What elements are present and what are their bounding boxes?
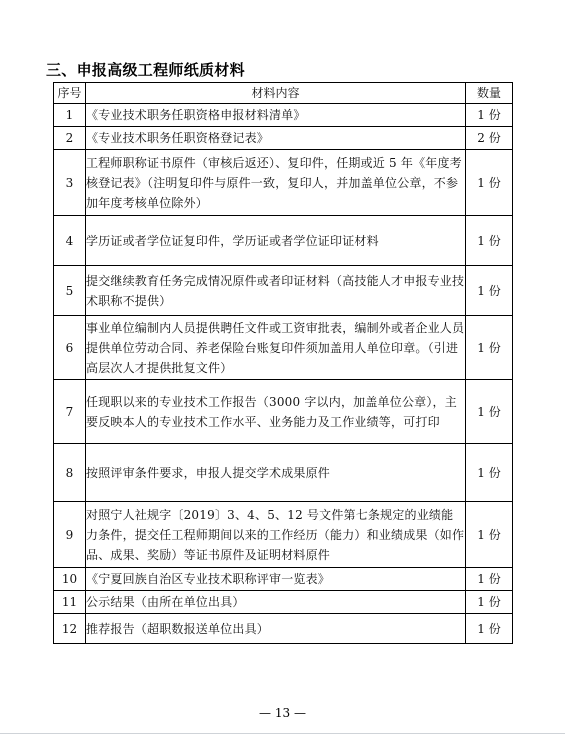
table-row: [54, 266, 513, 316]
row-index: 7: [54, 380, 86, 444]
row-content: 《宁夏回族自治区专业技术职称评审一览表》: [86, 568, 466, 591]
row-index: 10: [54, 568, 86, 591]
table-row: [54, 591, 513, 614]
row-content: 推荐报告（超职数报送单位出具）: [86, 614, 466, 644]
row-content: 公示结果（由所在单位出具）: [86, 591, 466, 614]
row-index: 11: [54, 591, 86, 614]
row-quantity: 1 份: [466, 591, 513, 614]
row-index: 4: [54, 216, 86, 266]
row-quantity: 1 份: [466, 614, 513, 644]
materials-table: [53, 82, 513, 644]
section-title: 三、申报高级工程师纸质材料: [46, 61, 245, 79]
header-index: 序号: [54, 83, 86, 104]
table-header-row: [54, 83, 513, 104]
row-quantity: 1 份: [466, 380, 513, 444]
row-quantity: 1 份: [466, 266, 513, 316]
table-row: [54, 316, 513, 380]
table-row: [54, 568, 513, 591]
row-index: 6: [54, 316, 86, 380]
row-index: 5: [54, 266, 86, 316]
table-row: [54, 104, 513, 127]
row-quantity: 1 份: [466, 216, 513, 266]
table-row: [54, 502, 513, 568]
row-content: 按照评审条件要求，申报人提交学术成果原件: [86, 444, 466, 502]
row-quantity: 1 份: [466, 316, 513, 380]
row-quantity: 1 份: [466, 444, 513, 502]
header-quantity: 数量: [466, 83, 513, 104]
row-quantity: 1 份: [466, 502, 513, 568]
table-row: [54, 127, 513, 150]
row-content: 工程师职称证书原件（审核后返还）、复印件，任期或近 5 年《年度考核登记表》（注明复印件与原件一致，复印人，并加盖单位公章，不参加年度考核单位除外）: [86, 150, 466, 216]
row-content: 对照宁人社规字〔2019〕3、4、5、12 号文件第七条规定的业绩能力条件，提交任工程师期间以来的工作经历（能力）和业绩成果（如作品、成果、奖励）等证书原件及证明材料原件: [86, 502, 466, 568]
table-row: [54, 150, 513, 216]
row-content: 《专业技术职务任职资格登记表》: [86, 127, 466, 150]
row-quantity: 1 份: [466, 568, 513, 591]
row-index: 3: [54, 150, 86, 216]
row-index: 1: [54, 104, 86, 127]
row-content: 学历证或者学位证复印件，学历证或者学位证印证材料: [86, 216, 466, 266]
row-content: 任现职以来的专业技术工作报告（3000 字以内，加盖单位公章），主要反映本人的专业技术工作水平、业务能力及工作业绩等，可打印: [86, 380, 466, 444]
header-content: 材料内容: [86, 83, 466, 104]
row-index: 12: [54, 614, 86, 644]
row-index: 8: [54, 444, 86, 502]
page-number: — 13 —: [259, 706, 306, 720]
bottom-divider: [0, 733, 565, 734]
row-quantity: 1 份: [466, 104, 513, 127]
table-row: [54, 614, 513, 644]
row-index: 9: [54, 502, 86, 568]
row-content: 事业单位编制内人员提供聘任文件或工资审批表，编制外或者企业人员提供单位劳动合同、养老保险台账复印件须加盖用人单位印章。（引进高层次人才提供批复文件）: [86, 316, 466, 380]
table-row: [54, 380, 513, 444]
row-quantity: 2 份: [466, 127, 513, 150]
row-index: 2: [54, 127, 86, 150]
row-content: 《专业技术职务任职资格申报材料清单》: [86, 104, 466, 127]
table-row: [54, 444, 513, 502]
row-quantity: 1 份: [466, 150, 513, 216]
table-row: [54, 216, 513, 266]
row-content: 提交继续教育任务完成情况原件或者印证材料（高技能人才申报专业技术职称不提供）: [86, 266, 466, 316]
